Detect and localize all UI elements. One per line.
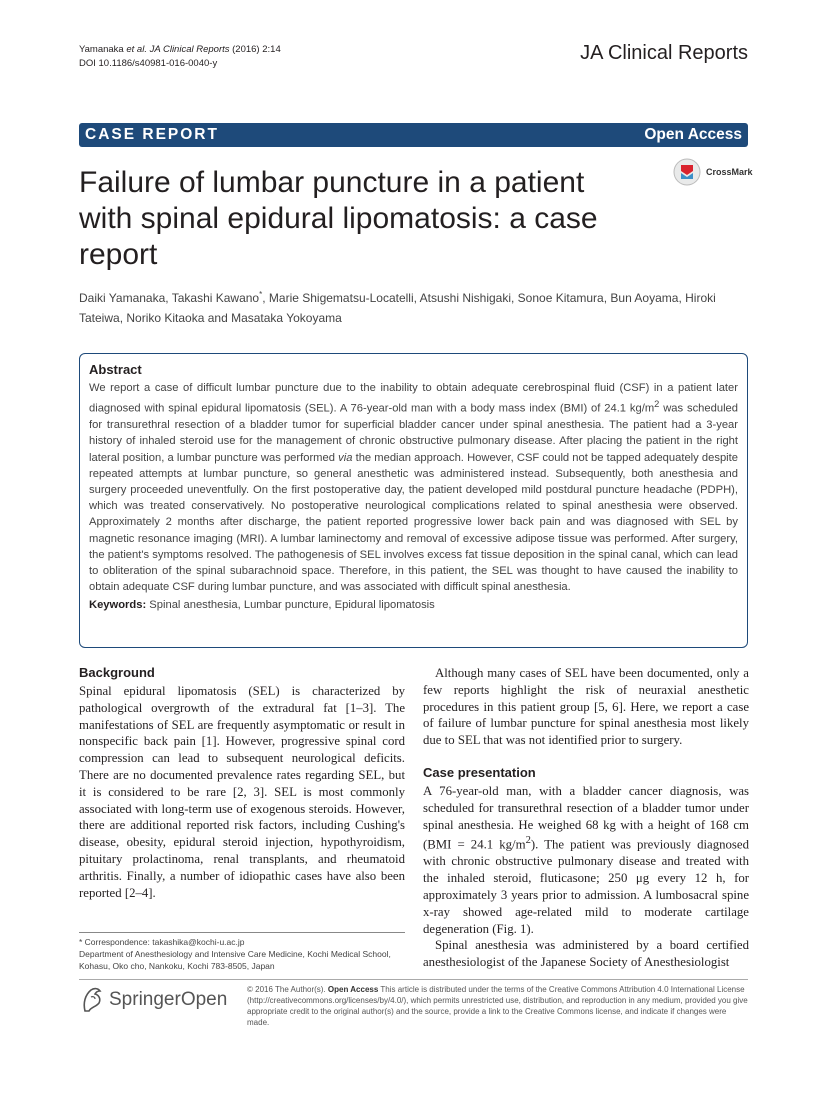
correspondence[interactable]: * Correspondence: takashika@kochi-u.ac.jp (79, 937, 245, 947)
footer-divider (79, 979, 748, 980)
case-heading: Case presentation (423, 764, 536, 780)
publisher-logo (79, 985, 227, 1015)
case-paragraph-2: Spinal anesthesia was administered by a board certified anesthesiologist of the Japanese Society of Anesthesiologist (423, 938, 749, 970)
license-text: © 2016 The Author(s). Open Access This article is distributed under the terms of the Creative Commons Attribution 4.0 International License (http://creativecommons.org/licenses/by/4.0/), which permits unrestricted use, distribution, and reproduction in any medium, provided you give appropriate credit to the original author(s) and the source, provide a link to the Creative Commons license, and indicate if changes were made. (247, 985, 748, 1027)
article-type: CASE REPORT (85, 126, 219, 143)
crossmark-label: CrossMark (706, 167, 753, 177)
right-column (423, 665, 749, 971)
abstract-heading: Abstract (89, 362, 142, 377)
background-heading: Background (79, 665, 155, 680)
crossmark-button[interactable] (672, 157, 753, 187)
abstract-box (79, 353, 748, 648)
citation-line: Yamanaka et al. JA Clinical Reports (2016) 2:14 (79, 44, 281, 55)
article-type-banner (79, 123, 748, 147)
springer-horse-icon (79, 985, 105, 1015)
footnote (79, 936, 405, 972)
case-paragraph: A 76-year-old man, with a bladder cancer diagnosis, was scheduled for transurethral resection of a bladder tumor under spinal anesthesia. He weighed 68 kg with a height of 168 cm (BMI = 24.1 $kg/m^2$). The patient was previously diagnosed with chronic obstructive pulmonary disease and treated with the inhaled steroid, fluticasone; 250 μg every 12 h, for approximately 3 years prior to admission. A lumbosacral spine x-ray showed age-related mild to moderate cartilage degeneration (Fig. 1). (423, 783, 749, 936)
background-text: Spinal epidural lipomatosis (SEL) is characterized by pathological overgrowth of the extradural fat [1–3]. The manifestations of SEL are frequently asymptomatic or result in nonspecific back pain [1]. However, progressive spinal cord compression can lead to subsequent neurological deficits. There are no documented prevalence rates regarding SEL, but it is considered to be rare [2, 3]. SEL is most commonly associated with long-term use of exogenous steroids. However, there are additional reported risk factors, including Cushing's disease, obesity, epidural steroid injection, hypothyroidism, pituitary prolactinoma, renal transplants, and rheumatoid arthritis. Finally, a number of idiopathic cases have also been reported [2–4]. (79, 684, 405, 900)
footnote-divider (79, 932, 405, 933)
intro-paragraph: Although many cases of SEL have been documented, only a few reports highlight the risk of neuraxial anesthetic procedures in this patient group [5, 6]. Here, we report a case of failure of lumbar puncture for spinal anesthesia most likely due to SEL that was not identified prior to surgery. (423, 666, 749, 748)
corresponding-mark: * (259, 290, 263, 299)
article-title: Failure of lumbar puncture in a patient with spinal epidural lipomatosis: a case report (79, 166, 598, 271)
journal-name: JA Clinical Reports (580, 42, 748, 64)
crossmark-icon (672, 157, 702, 187)
abstract-text: We report a case of difficult lumbar puncture due to the inability to obtain adequate cerebrospinal fluid (CSF) in a patient later diagnosed with spinal epidural lipomatosis (SEL). A 76-year-old man with a body mass index (BMI) of 24.1 $kg/m^2$ was scheduled for transurethral resection of a bladder tumor for superficial bladder cancer under spinal anesthesia. The patient had a 3-year history of inhaled steroid use for the management of chronic obstructive pulmonary disease. After placing the patient in the right lateral position, a lumbar puncture was performed via the median approach. However, CSF could not be tapped adequately despite repeated attempts at lumbar puncture, so general anesthetic was administered instead. Subsequently, both anesthesia and surgery proceeded uneventfully. On the first postoperative day, the patient developed mild postdural puncture headache (PDPH), which was treated conservatively. No postoperative neurological complications related to spinal anesthesia were observed. Approximately 2 months after discharge, the patient reported progressive lower back pain and was diagnosed with SEL by magnetic resonance imaging (MRI). A lumbar laminectomy and removal of excessive adipose tissue was performed. After surgery, the patient's symptoms resolved. The pathogenesis of SEL involves excess fat tissue deposition in the spinal canal, which can lead to obliteration of the spinal subarachnoid space. Therefore, in this patient, the SEL was thought to have caused the inability to obtain adequate CSF during lumbar puncture, and was associated with difficult spinal anesthesia. (89, 382, 739, 594)
author-list: Daiki Yamanaka, Takashi Kawano*, Marie Shigematsu-Locatelli, Atsushi Nishigaki, Sonoe Kitamura, Bun Aoyama, Hiroki Tateiwa, Noriko Kitaoka and Masataka Yokoyama (79, 290, 716, 325)
publisher-name: SpringerOpen (109, 989, 228, 1010)
citation-header (79, 43, 281, 71)
left-column (79, 665, 405, 901)
keywords: Keywords: Spinal anesthesia, Lumbar puncture, Epidural lipomatosis (89, 599, 435, 612)
affiliation: Department of Anesthesiology and Intensive Care Medicine, Kochi Medical School, Kohasu, Oko cho, Nankoku, Kochi 783-8505, Japan (79, 949, 391, 971)
doi[interactable]: DOI 10.1186/s40981-016-0040-y (79, 58, 218, 69)
open-access-label: Open Access (644, 126, 742, 143)
